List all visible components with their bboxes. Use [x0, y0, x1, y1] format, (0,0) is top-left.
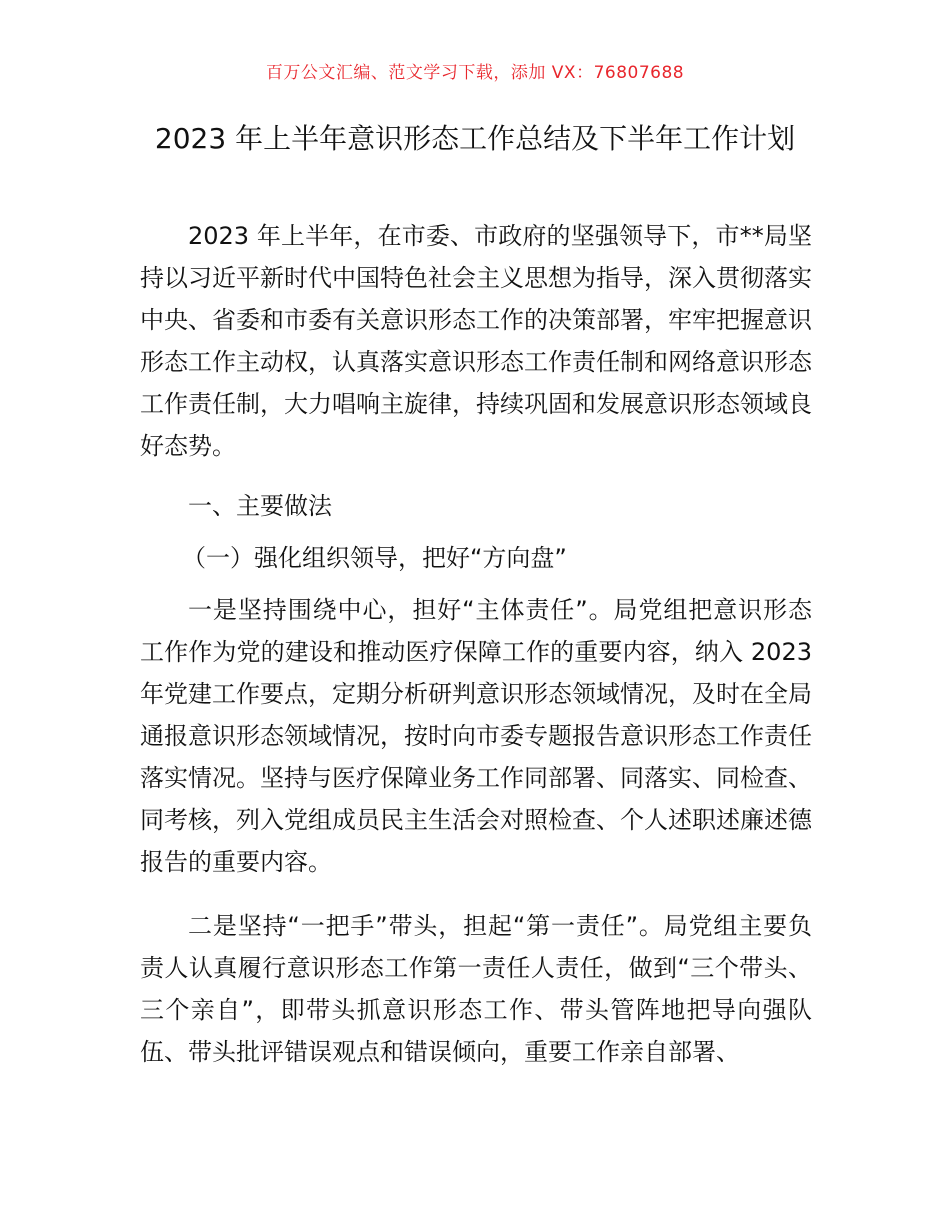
- paragraph-intro: 2023 年上半年，在市委、市政府的坚强领导下，市**局坚持以习近平新时代中国特色社会主义思想为指导，深入贯彻落实中央、省委和市委有关意识形态工作的决策部署，牢牢把握意识形态工作主动权，认真落实意识形态工作责任制和网络意识形态工作责任制，大力唱响主旋律，持续巩固和发展意识形态领域良好态势。: [140, 222, 812, 460]
- document-title: 2023 年上半年意识形态工作总结及下半年工作计划: [154, 122, 796, 155]
- header-promo-note: 百万公文汇编、范文学习下载，添加 VX：76807688: [265, 63, 685, 83]
- paragraph-point-2: 二是坚持“一把手”带头，担起“第一责任”。局党组主要负责人认真履行意识形态工作第一责任人责任，做到“三个带头、三个亲自”，即带头抓意识形态工作、带头管阵地把导向强队伍、带头批评错误观点和错误倾向，重要工作亲自部署、: [140, 912, 812, 1066]
- paragraph-point-1: 一是坚持围绕中心，担好“主体责任”。局党组把意识形态工作作为党的建设和推动医疗保障工作的重要内容，纳入 2023 年党建工作要点，定期分析研判意识形态领域情况，及时在全局通报意识形态领域情况，按时向市委专题报告意识形态工作责任落实情况。坚持与医疗保障业务工作同部署、同落实、同检查、同考核，列入党组成员民主生活会对照检查、个人述职述廉述德报告的重要内容。: [140, 596, 812, 876]
- subsection-heading-1: （一）强化组织领导，把好“方向盘”: [182, 544, 567, 572]
- section-heading-1: 一、主要做法: [188, 492, 332, 520]
